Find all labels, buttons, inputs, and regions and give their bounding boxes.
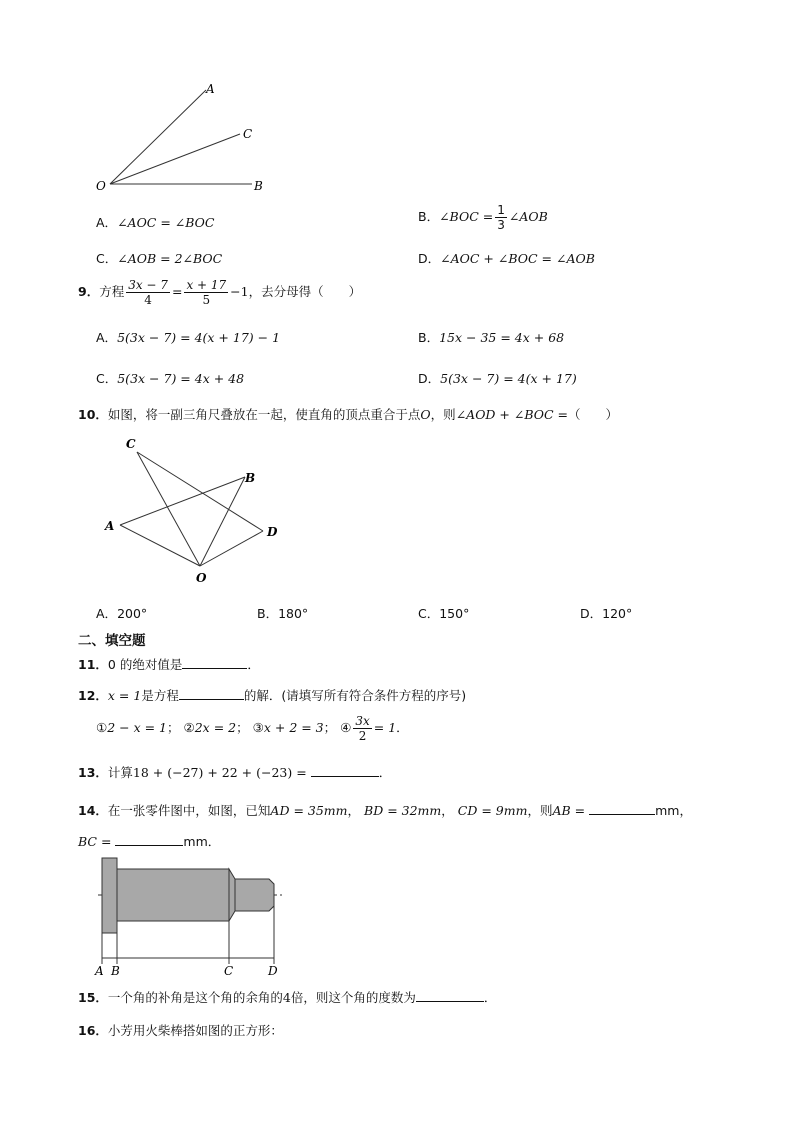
q14-line2: BC = mm．: [78, 834, 221, 849]
q10-option-d: D．120°: [580, 606, 633, 621]
section-title: 二、填空题: [78, 633, 146, 649]
triangle-rulers-figure-q10: [95, 430, 295, 590]
q9-option-b: B．15x − 35 = 4x + 68: [418, 330, 565, 345]
q13: 13．计算18 + (−27) + 22 + (−23) = ．: [78, 765, 392, 780]
part-drawing-q14: [90, 852, 290, 980]
q10-option-a: A．200°: [96, 606, 148, 621]
q16: 16．小芳用火柴棒搭如图的正方形：: [78, 1023, 283, 1038]
q8-option-c: C．∠AOB = 2∠BOC: [96, 251, 223, 266]
answer-blank[interactable]: [416, 989, 484, 1002]
label-C: C: [224, 964, 234, 978]
answer-blank[interactable]: [179, 687, 244, 700]
q12-stem: 12．x = 1是方程 的解．(请填写所有符合条件方程的序号): [78, 688, 467, 703]
label-B: B: [111, 964, 120, 978]
q10-option-c: C．150°: [418, 606, 470, 621]
q9-option-c: C．5(3x − 7) = 4x + 48: [96, 371, 245, 386]
q9-option-a: A．5(3x − 7) = 4(x + 17) − 1: [96, 330, 281, 345]
answer-blank[interactable]: [182, 656, 247, 669]
label-C: C: [126, 437, 136, 451]
q15: 15．一个角的补角是这个角的余角的4倍，则这个角的度数为 ．: [78, 990, 497, 1005]
q14-stem: 14．在一张零件图中，如图，已知AD = 35mm， BD = 32mm， CD = 9mm，则AB = mm，: [78, 803, 692, 818]
label-A: A: [95, 964, 104, 978]
label-B: B: [254, 179, 263, 193]
label-O: O: [196, 571, 207, 585]
angle-figure-q8: [90, 80, 280, 200]
q10-stem: 10．如图，将一副三角尺叠放在一起，使直角的顶点重合于点O，则∠AOD + ∠BOC =（ ）: [78, 407, 619, 422]
answer-blank[interactable]: [115, 833, 183, 846]
answer-blank[interactable]: [311, 764, 379, 777]
label-A: A: [105, 519, 115, 533]
q8-option-a: A．∠AOC = ∠BOC: [96, 215, 215, 230]
answer-blank[interactable]: [589, 802, 655, 815]
q8-option-b: B．∠BOC = $\frac{1}{3}$ ∠AOB: [418, 203, 548, 232]
label-C: C: [243, 127, 253, 141]
label-B: B: [245, 471, 256, 485]
label-A: A: [206, 82, 215, 96]
q8-option-d: D．∠AOC + ∠BOC = ∠AOB: [418, 251, 595, 266]
q9-stem: 9．方程 $\frac{3x - 7}{4}$ = $\frac{x + 17}{5}$ −1，去分母得（ ）: [78, 278, 362, 307]
label-D: D: [268, 964, 278, 978]
q12-options: ①2 − x = 1； ②2x = 2； ③x + 2 = 3； ④ $\frac{3x}{2}$ = 1．: [96, 714, 409, 743]
q9-option-d: D．5(3x − 7) = 4(x + 17): [418, 371, 577, 386]
q10-option-b: B．180°: [257, 606, 309, 621]
label-O: O: [96, 179, 106, 193]
q11: 11．0 的绝对值是 ．: [78, 657, 260, 672]
label-D: D: [267, 525, 278, 539]
